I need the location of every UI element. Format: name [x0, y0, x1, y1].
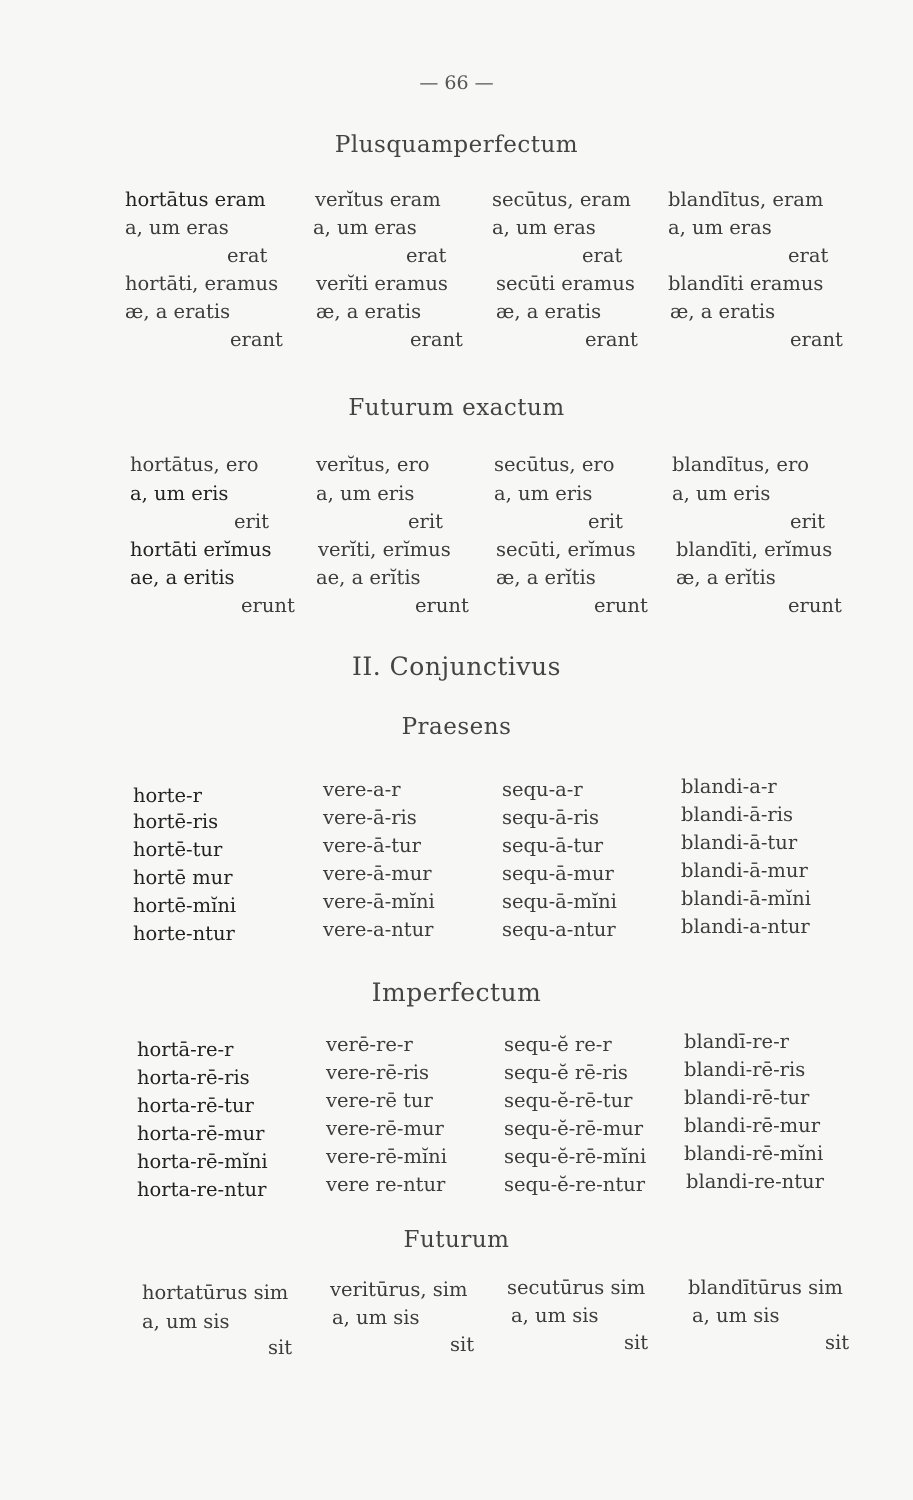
praes-r1-c3: blandi-ā-ris	[681, 803, 793, 826]
imperf-r2-c0: horta-rē-tur	[137, 1094, 254, 1117]
fut-r2-c0: sit	[268, 1336, 293, 1359]
praes-r0-c1: vere-a-r	[323, 778, 401, 801]
praes-r2-c2: sequ-ā-tur	[502, 834, 604, 857]
fut-r0-c0: hortatūrus sim	[142, 1281, 289, 1304]
futex-r5-c2: erunt	[594, 594, 648, 617]
praes-r2-c3: blandi-ā-tur	[681, 831, 798, 854]
fut-r0-c3: blandītūrus sim	[688, 1276, 843, 1299]
futex-r5-c0: erunt	[241, 594, 295, 617]
futex-r1-c3: a, um eris	[672, 482, 771, 505]
plusquam-r4-c2: æ, a eratis	[496, 300, 602, 323]
plusquam-r0-c1: verĭtus eram	[315, 188, 441, 211]
praes-r4-c0: hortē-mĭni	[133, 894, 237, 917]
futex-r3-c0: hortāti erĭmus	[130, 538, 272, 561]
plusquam-r3-c0: hortāti, eramus	[125, 272, 279, 295]
praes-r0-c2: sequ-a-r	[502, 778, 583, 801]
praes-r2-c0: hortē-tur	[133, 838, 223, 861]
imperf-r4-c2: sequ-ĕ-rē-mĭni	[504, 1145, 647, 1168]
plusquam-r0-c2: secūtus, eram	[492, 188, 631, 211]
futex-r4-c3: æ, a erĭtis	[676, 566, 776, 589]
imperf-r1-c1: vere-rē-ris	[326, 1061, 430, 1084]
praes-r0-c0: horte-r	[133, 784, 202, 807]
imperf-r0-c1: verē-re-r	[326, 1033, 413, 1056]
fut-r1-c3: a, um sis	[692, 1304, 780, 1327]
praes-r1-c1: vere-ā-ris	[323, 806, 417, 829]
praes-r3-c1: vere-ā-mur	[323, 862, 432, 885]
praes-r3-c2: sequ-ā-mur	[502, 862, 614, 885]
plusquam-r1-c1: a, um eras	[313, 216, 417, 239]
imperf-r1-c0: horta-rē-ris	[137, 1066, 250, 1089]
fut-r2-c2: sit	[624, 1331, 649, 1354]
plusquam-r2-c0: erat	[227, 244, 268, 267]
plusquam-r5-c3: erant	[790, 328, 843, 351]
page-number: — 66 —	[419, 72, 494, 94]
praes-r4-c1: vere-ā-mĭni	[323, 890, 435, 913]
plusquam-r0-c0: hortātus eram	[125, 188, 266, 211]
praes-r4-c2: sequ-ā-mĭni	[502, 890, 617, 913]
plusquam-r2-c1: erat	[406, 244, 447, 267]
plusquam-r1-c3: a, um eras	[668, 216, 772, 239]
futex-r0-c1: verĭtus, ero	[316, 453, 430, 476]
heading-imperfectum: Imperfectum	[371, 978, 542, 1007]
praes-r3-c3: blandi-ā-mur	[681, 859, 808, 882]
fut-r0-c2: secutūrus sim	[507, 1276, 646, 1299]
futex-r2-c0: erit	[234, 510, 269, 533]
futex-r2-c2: erit	[588, 510, 623, 533]
heading-praesens: Praesens	[401, 714, 512, 740]
imperf-r4-c0: horta-rē-mĭni	[137, 1150, 268, 1173]
heading-plusquamperfectum: Plusquamperfectum	[334, 132, 579, 158]
fut-r2-c3: sit	[825, 1331, 850, 1354]
imperf-r2-c3: blandi-rē-tur	[684, 1086, 810, 1109]
futex-r4-c2: æ, a erĭtis	[496, 566, 596, 589]
imperf-r5-c0: horta-re-ntur	[137, 1178, 267, 1201]
plusquam-r1-c2: a, um eras	[492, 216, 596, 239]
futex-r4-c0: ae, a eritis	[130, 566, 235, 589]
imperf-r3-c1: vere-rē-mur	[326, 1117, 444, 1140]
imperf-r4-c1: vere-rē-mĭni	[326, 1145, 447, 1168]
plusquam-r3-c2: secūti eramus	[496, 272, 635, 295]
praes-r5-c1: vere-a-ntur	[323, 918, 434, 941]
plusquam-r5-c2: erant	[585, 328, 638, 351]
fut-r1-c1: a, um sis	[332, 1306, 420, 1329]
futex-r3-c3: blandīti, erĭmus	[676, 538, 833, 561]
praes-r1-c2: sequ-ā-ris	[502, 806, 599, 829]
imperf-r0-c0: hortā-re-r	[137, 1038, 234, 1061]
heading-futurum: Futurum	[403, 1227, 510, 1253]
futex-r1-c1: a, um eris	[316, 482, 415, 505]
praes-r0-c3: blandi-a-r	[681, 775, 777, 798]
imperf-r0-c3: blandī-re-r	[684, 1030, 789, 1053]
futex-r0-c0: hortātus, ero	[130, 453, 259, 476]
imperf-r0-c2: sequ-ĕ re-r	[504, 1033, 612, 1056]
praes-r5-c3: blandi-a-ntur	[681, 915, 810, 938]
futex-r2-c3: erit	[790, 510, 825, 533]
imperf-r1-c2: sequ-ĕ rē-ris	[504, 1061, 628, 1084]
heading-conjunctivus: II. Conjunctivus	[352, 652, 561, 681]
futex-r5-c1: erunt	[415, 594, 469, 617]
praes-r3-c0: hortē mur	[133, 866, 233, 889]
plusquam-r2-c2: erat	[582, 244, 623, 267]
praes-r5-c0: horte-ntur	[133, 922, 235, 945]
plusquam-r4-c0: æ, a eratis	[125, 300, 231, 323]
futex-r1-c2: a, um eris	[494, 482, 593, 505]
imperf-r2-c2: sequ-ĕ-rē-tur	[504, 1089, 633, 1112]
praes-r5-c2: sequ-a-ntur	[502, 918, 616, 941]
imperf-r2-c1: vere-rē tur	[326, 1089, 433, 1112]
praes-r2-c1: vere-ā-tur	[323, 834, 421, 857]
futex-r5-c3: erunt	[788, 594, 842, 617]
heading-futurum-exactum: Futurum exactum	[348, 395, 565, 421]
imperf-r3-c2: sequ-ĕ-rē-mur	[504, 1117, 644, 1140]
fut-r2-c1: sit	[450, 1333, 475, 1356]
imperf-r1-c3: blandi-rē-ris	[684, 1058, 806, 1081]
fut-r1-c2: a, um sis	[511, 1304, 599, 1327]
plusquam-r2-c3: erat	[788, 244, 829, 267]
fut-r1-c0: a, um sis	[142, 1310, 230, 1333]
imperf-r5-c1: vere re-ntur	[326, 1173, 446, 1196]
praes-r4-c3: blandi-ā-mĭni	[681, 887, 811, 910]
plusquam-r3-c3: blandīti eramus	[668, 272, 824, 295]
futex-r1-c0: a, um eris	[130, 482, 229, 505]
plusquam-r0-c3: blandītus, eram	[668, 188, 824, 211]
plusquam-r4-c1: æ, a eratis	[316, 300, 422, 323]
imperf-r4-c3: blandi-rē-mĭni	[684, 1142, 824, 1165]
fut-r0-c1: veritūrus, sim	[330, 1278, 468, 1301]
futex-r0-c2: secūtus, ero	[494, 453, 615, 476]
futex-r2-c1: erit	[408, 510, 443, 533]
futex-r4-c1: ae, a erĭtis	[316, 566, 421, 589]
futex-r3-c1: verĭti, erĭmus	[318, 538, 451, 561]
plusquam-r3-c1: verĭti eramus	[316, 272, 448, 295]
plusquam-r4-c3: æ, a eratis	[670, 300, 776, 323]
imperf-r5-c3: blandi-re-ntur	[686, 1170, 824, 1193]
futex-r3-c2: secūti, erĭmus	[496, 538, 636, 561]
praes-r1-c0: hortē-ris	[133, 810, 219, 833]
imperf-r5-c2: sequ-ĕ-re-ntur	[504, 1173, 646, 1196]
imperf-r3-c0: horta-rē-mur	[137, 1122, 265, 1145]
plusquam-r5-c1: erant	[410, 328, 463, 351]
plusquam-r1-c0: a, um eras	[125, 216, 229, 239]
plusquam-r5-c0: erant	[230, 328, 283, 351]
futex-r0-c3: blandītus, ero	[672, 453, 810, 476]
imperf-r3-c3: blandi-rē-mur	[684, 1114, 821, 1137]
